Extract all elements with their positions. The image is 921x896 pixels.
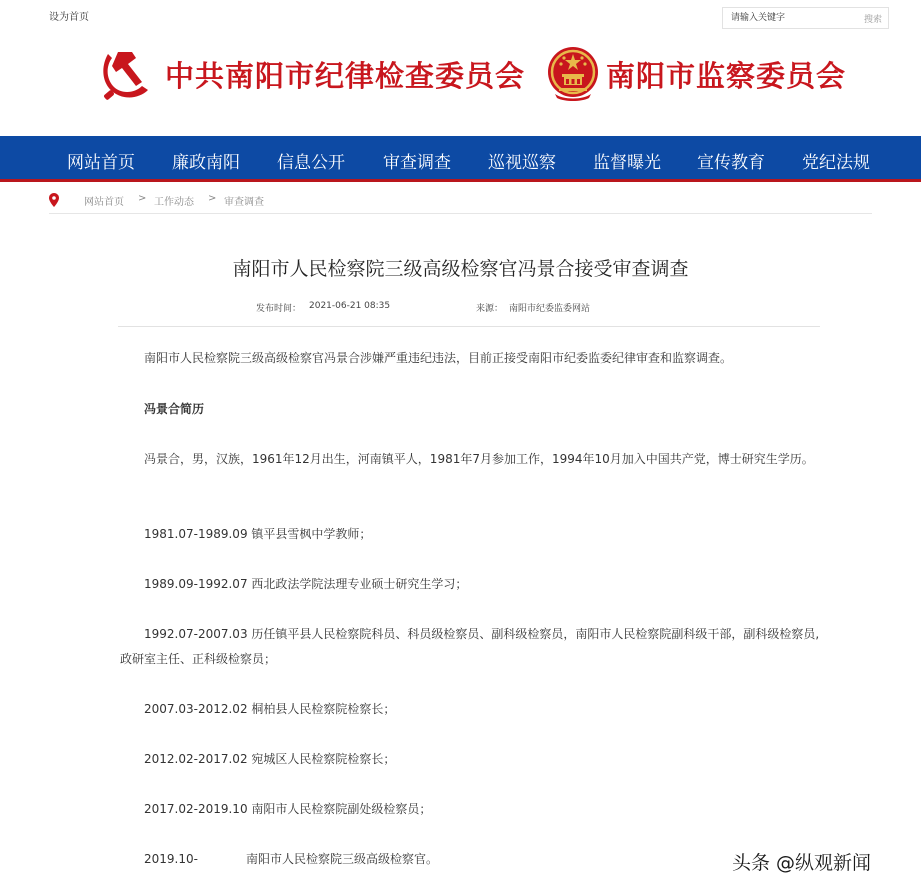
- search-box: [722, 7, 889, 29]
- nav-item-investigation[interactable]: 审查调查: [383, 153, 451, 173]
- resume-entry: 2007.03-2012.02 桐柏县人民检察院检察长；: [144, 702, 396, 716]
- source-name: 南阳市纪委监委网站: [509, 304, 591, 314]
- main-nav: [0, 136, 921, 182]
- breadcrumb-investigation[interactable]: 审查调查: [224, 197, 264, 208]
- breadcrumb-home[interactable]: 网站首页: [84, 197, 124, 208]
- search-input[interactable]: [731, 10, 851, 26]
- nav-item-regulations[interactable]: 党纪法规: [802, 153, 870, 173]
- breadcrumb-work-news[interactable]: 工作动态: [154, 197, 194, 208]
- breadcrumb-separator: >: [138, 193, 147, 204]
- resume-heading: 冯景合简历: [144, 402, 205, 416]
- site-banner: [0, 34, 921, 134]
- resume-entry: 1992.07-2007.03 历任镇平县人民检察院科员、科员级检察员、副科级检察员，南阳市人民检察院副科级干部，副科级检察员,政研室主任、正科级检察员；: [120, 627, 820, 666]
- resume-entry: 2012.02-2017.02 宛城区人民检察院检察长；: [144, 752, 396, 766]
- nav-item-info-disclosure[interactable]: 信息公开: [277, 153, 345, 173]
- nav-item-integrity-nanyang[interactable]: 廉政南阳: [172, 153, 240, 173]
- article-paragraph: 南阳市人民检察院三级高级检察官冯景合涉嫌严重违纪违法，目前正接受南阳市纪委监委纪律审查和监察调查。: [144, 351, 733, 365]
- set-homepage-link[interactable]: 设为首页: [49, 12, 89, 23]
- source-watermark: 头条 @纵观新闻: [732, 852, 872, 874]
- nav-item-inspection[interactable]: 巡视巡察: [488, 153, 556, 173]
- breadcrumb: [49, 187, 872, 214]
- location-pin-icon: [49, 193, 59, 207]
- article-title: 南阳市人民检察院三级高级检察官冯景合接受审查调查: [232, 258, 689, 280]
- publish-time-label: 发布时间：: [256, 304, 302, 314]
- nav-item-exposure[interactable]: 监督曝光: [593, 153, 661, 173]
- top-bar: [0, 0, 921, 34]
- article-paragraph: 冯景合，男，汉族，1961年12月出生，河南镇平人，1981年7月参加工作，1994年10月加入中国共产党，博士研究生学历。: [144, 452, 814, 466]
- supervision-commission-title: 南阳市监察委员会: [606, 59, 847, 93]
- title-divider: [118, 326, 820, 327]
- breadcrumb-separator: >: [208, 193, 217, 204]
- nav-item-home[interactable]: 网站首页: [67, 153, 135, 173]
- national-emblem-icon: [545, 44, 601, 104]
- resume-entry: 1989.09-1992.07 西北政法学院法理专业硕士研究生学习；: [144, 577, 468, 591]
- source-label: 来源：: [476, 304, 504, 314]
- search-button[interactable]: 搜索: [863, 15, 882, 25]
- resume-entry: 1981.07-1989.09 镇平县雪枫中学教师；: [144, 527, 372, 541]
- party-commission-title: 中共南阳市纪律检查委员会: [165, 59, 526, 93]
- party-emblem-icon: [98, 48, 152, 102]
- nav-item-education[interactable]: 宣传教育: [697, 153, 765, 173]
- resume-entry: 2017.02-2019.10 南阳市人民检察院副处级检察员；: [144, 802, 432, 816]
- resume-entry: 2019.10- 南阳市人民检察院三级高级检察官。: [144, 852, 438, 866]
- publish-time: 2021-06-21 08:35: [309, 301, 391, 311]
